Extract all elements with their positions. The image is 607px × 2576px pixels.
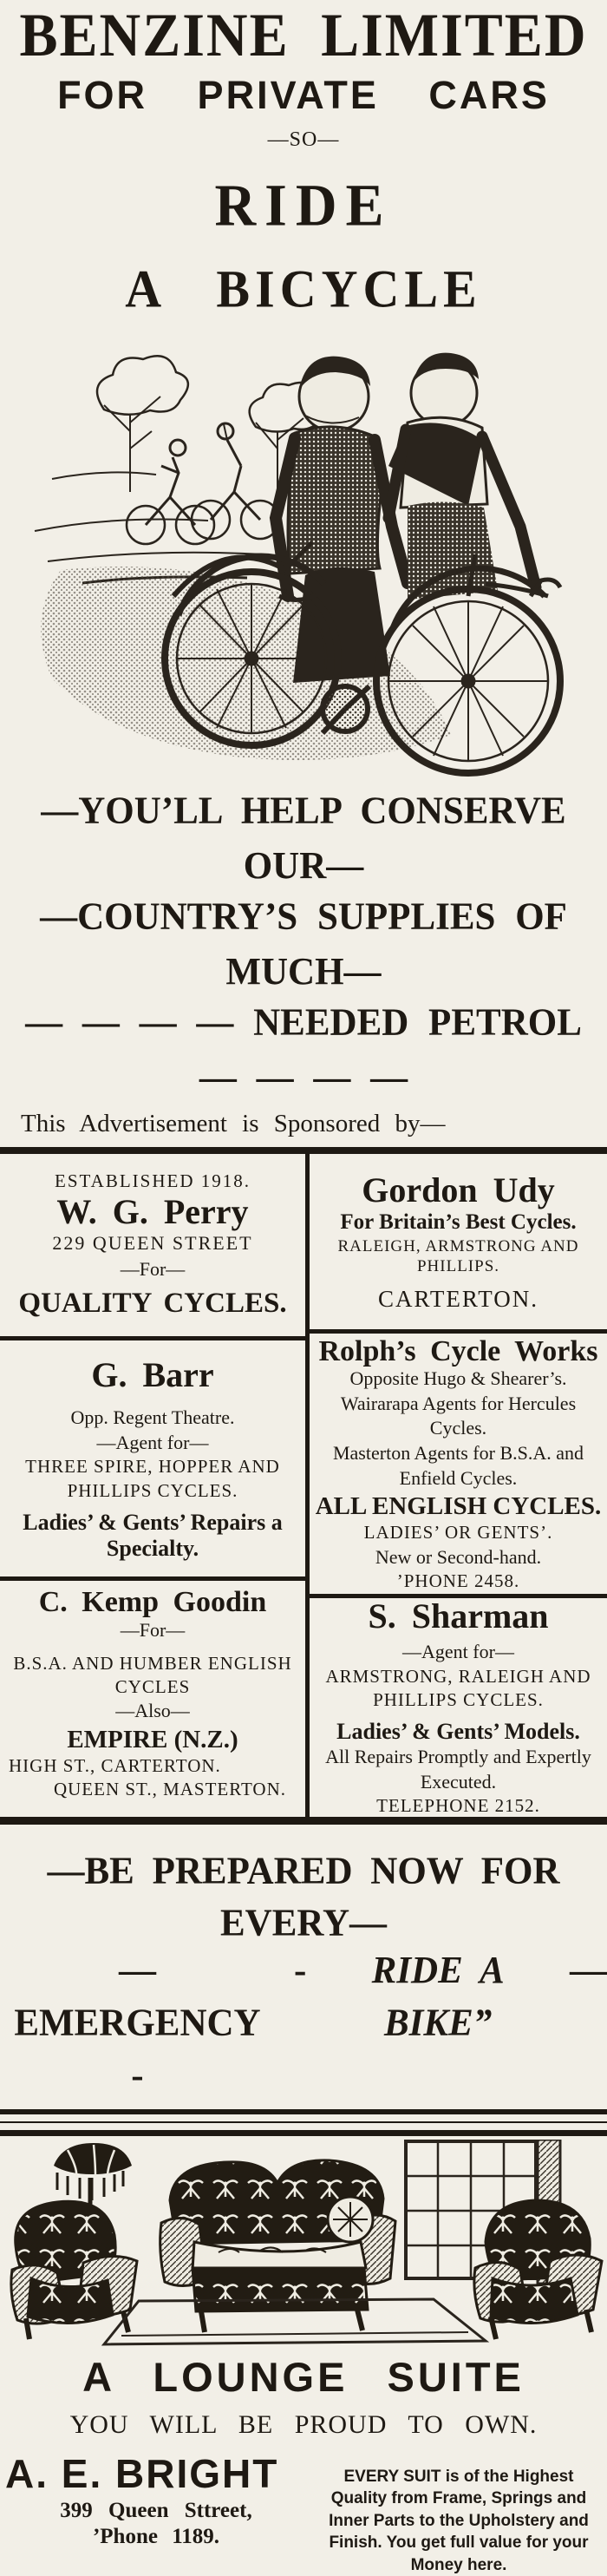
sharman-phone: TELEPHONE 2152. — [376, 1795, 540, 1817]
bright-address: 399 Queen Sttreet, — [60, 2498, 252, 2522]
prepared-line-2-end: — — [570, 1949, 607, 1992]
perry-for-label: —For— — [120, 1257, 186, 1280]
headline-benzine-limited: BENZINE LIMITED — [19, 1, 588, 70]
sponsor-g-barr — [0, 1340, 305, 1581]
bicycle-illustration — [0, 336, 607, 780]
udy-brands: RALEIGH, ARMSTRONG AND PHILLIPS. — [337, 1236, 579, 1276]
sponsor-c-kemp-goodin — [0, 1581, 305, 1806]
slogan-block — [0, 785, 607, 1103]
goodin-address-1: HIGH ST., CARTERTON. — [9, 1754, 221, 1776]
rolphs-phone: ’PHONE 2458. — [396, 1570, 520, 1592]
pedal-crank — [323, 686, 369, 733]
goodin-for-label: —For— — [120, 1619, 186, 1642]
sponsored-by-line: This Advertisement is Sponsored by— — [21, 1109, 446, 1137]
sponsor-rolphs-cycle-works — [310, 1334, 607, 1598]
prepared-line-1: —BE PREPARED NOW FOR EVERY— — [47, 1849, 560, 1945]
rolphs-line-1: Wairarapa Agents for Hercules Cycles. — [340, 1392, 577, 1439]
udy-place: CARTERTON. — [377, 1286, 539, 1313]
udy-name: Gordon Udy — [362, 1170, 555, 1209]
background-cyclists — [127, 423, 279, 544]
perry-established: ESTABLISHED 1918. — [55, 1170, 251, 1191]
bright-footer — [0, 2450, 607, 2576]
perry-address: 229 QUEEN STREET — [52, 1231, 253, 1254]
barr-brands: THREE SPIRE, HOPPER AND PHILLIPS CYCLES. — [25, 1456, 280, 1501]
sharman-brands: ARMSTRONG, RALEIGH AND PHILLIPS CYCLES. — [325, 1665, 591, 1711]
sharman-headline: Ladies’ & Gents’ Models. — [336, 1719, 580, 1745]
armchair-right — [474, 2200, 602, 2339]
bright-left-block — [3, 2450, 309, 2576]
lounge-subline: YOU WILL BE PROUD TO OWN. — [69, 2409, 538, 2439]
lounge-headline: A LOUNGE SUITE — [82, 2354, 525, 2401]
barr-location: Opp. Regent Theatre. — [70, 1406, 235, 1429]
sponsor-section — [0, 1147, 607, 1825]
prepared-line-2 — [0, 1945, 607, 2102]
separator-rule-thin — [0, 2121, 607, 2123]
goodin-name: C. Kemp Goodin — [38, 1586, 267, 1619]
bright-name: A. E. BRIGHT — [5, 2450, 279, 2496]
slogan-line-3: — — — — NEEDED PETROL — — — — — [25, 1000, 582, 1099]
rolphs-headline: ALL ENGLISH CYCLES. — [315, 1492, 602, 1521]
udy-tagline: For Britain’s Best Cycles. — [340, 1209, 577, 1234]
sponsor-column-right — [310, 1154, 607, 1817]
sponsor-wg-perry — [0, 1154, 305, 1340]
headline-for-private-cars: FOR PRIVATE CARS — [57, 72, 550, 117]
sharman-agent-label: —Agent for— — [402, 1641, 514, 1663]
bright-blurb: EVERY SUIT is of the Highest Quality from Frame, Springs and Inner Parts to the Upholstery and Finish. You get full value for your Money here. — [329, 2467, 589, 2574]
rider-man — [388, 352, 536, 599]
rolphs-name: Rolph’s Cycle Works — [318, 1334, 598, 1367]
headline-a-bicycle: A BICYCLE — [125, 259, 482, 318]
prepared-line-2-pre: —EMERGENCY - — [14, 1949, 261, 2097]
sponsor-s-sharman — [310, 1598, 607, 1817]
lounge-suite-illustration — [0, 2140, 607, 2350]
barr-tagline: Ladies’ & Gents’ Repairs a Specialty. — [23, 1509, 283, 1561]
goodin-also-label: —Also— — [115, 1700, 190, 1722]
sponsor-column-left — [0, 1154, 310, 1817]
separator-rule-thick-1 — [0, 2109, 607, 2114]
barr-name: G. Barr — [91, 1355, 214, 1395]
slogan-line-2: —COUNTRY’S SUPPLIES OF MUCH— — [40, 895, 567, 993]
separator-rule-thick-2 — [0, 2130, 607, 2136]
prepared-line-2-italic: RIDE A BIKE” — [371, 1949, 505, 2045]
perry-tagline: QUALITY CYCLES. — [18, 1287, 287, 1319]
sponsor-gordon-udy — [310, 1154, 607, 1334]
rolphs-sub-1: LADIES’ OR GENTS’. — [363, 1522, 553, 1544]
headline-ride: RIDE — [214, 172, 393, 239]
perry-name: W. G. Perry — [56, 1191, 249, 1231]
barr-agent-label: —Agent for— — [96, 1431, 209, 1453]
goodin-brands: B.S.A. AND HUMBER ENGLISH CYCLES — [13, 1652, 292, 1698]
headline-so: —SO— — [267, 128, 340, 151]
goodin-address-2: QUEEN ST., MASTERTON. — [53, 1779, 287, 1800]
be-prepared-block — [0, 1847, 607, 2099]
goodin-headline: EMPIRE (N.Z.) — [67, 1725, 238, 1753]
rolphs-line-2: Masterton Agents for B.S.A. and Enfield Cycles. — [332, 1442, 584, 1489]
slogan-line-1: —YOU’LL HELP CONSERVE OUR— — [41, 789, 566, 887]
rolphs-location: Opposite Hugo & Shearer’s. — [349, 1367, 567, 1390]
sharman-name: S. Sharman — [368, 1596, 549, 1636]
prepared-line-2-dash: - — [293, 1949, 307, 1992]
sharman-line-1: All Repairs Promptly and Expertly Executed. — [325, 1746, 591, 1793]
bright-phone: ’Phone 1189. — [92, 2524, 220, 2548]
sofa — [160, 2160, 395, 2332]
armchair-left — [11, 2201, 137, 2339]
rolphs-sub-2: New or Second-hand. — [375, 1545, 542, 1568]
